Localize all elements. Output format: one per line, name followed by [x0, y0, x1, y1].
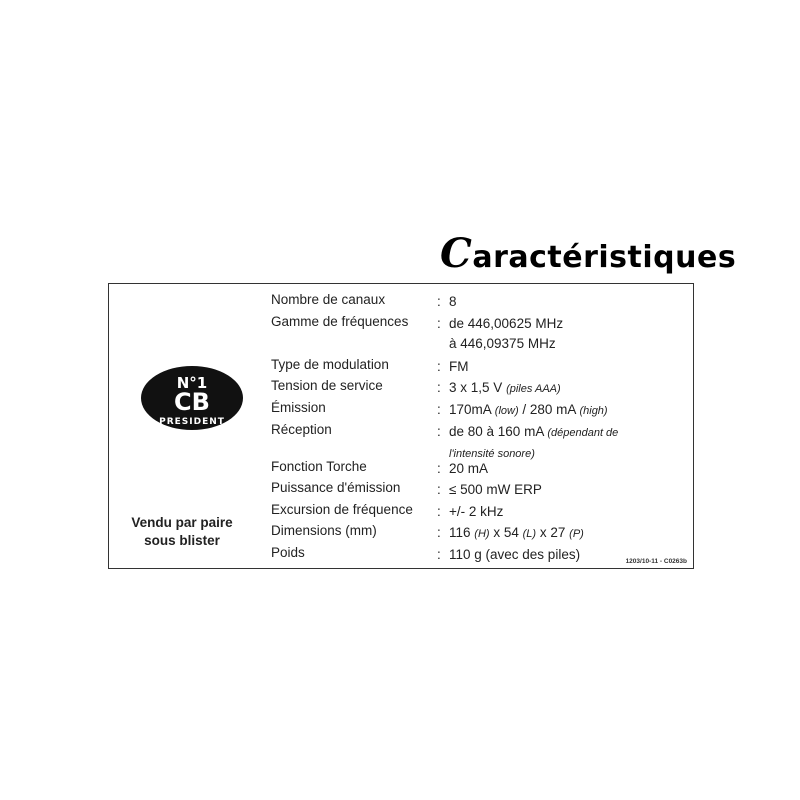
title-rest: aractéristiques — [472, 240, 737, 275]
spec-label: Émission — [271, 399, 326, 415]
spec-value: : de 446,00625 MHz à 446,09375 MHz — [437, 315, 564, 351]
spec-label: Dimensions (mm) — [271, 523, 377, 539]
spec-label: Gamme de fréquences — [271, 313, 409, 329]
spec-label: Poids — [271, 544, 305, 560]
spec-value: : 110 g (avec des piles) — [437, 546, 581, 562]
spec-label: Nombre de canaux — [271, 292, 386, 307]
spec-value: : 170mA (low) / 280 mA (high) — [437, 401, 608, 417]
title-initial: C — [440, 230, 473, 277]
logo-number: N°1 — [176, 374, 208, 392]
spec-value: : FM — [437, 358, 469, 374]
sales-note — [109, 514, 255, 550]
logo-brand: PRESIDENT — [159, 417, 225, 427]
spec-value: : de 80 à 160 mA (dépendant de l'intensité sonore) — [437, 423, 619, 460]
page-title — [440, 230, 736, 277]
spec-value: : 20 mA — [437, 460, 489, 476]
sales-note-line2: sous blister — [144, 533, 220, 548]
reference-code: 1203/10-11 - C0263b — [625, 558, 687, 565]
spec-value: : +/- 2 kHz — [437, 503, 504, 519]
spec-label: Tension de service — [271, 378, 383, 394]
spec-value: : ≤ 500 mW ERP — [437, 482, 542, 498]
spec-value: : 3 x 1,5 V (piles AAA) — [437, 380, 561, 396]
spec-label: Type de modulation — [271, 356, 389, 372]
logo-cb: CB — [174, 388, 210, 416]
spec-label: Fonction Torche — [271, 458, 367, 474]
spec-label: Réception — [271, 421, 332, 437]
spec-label: Excursion de fréquence — [271, 501, 413, 517]
spec-value: : 116 (H) x 54 (L) x 27 (P) — [437, 525, 584, 541]
spec-panel — [108, 283, 694, 569]
president-cb-logo — [139, 364, 245, 432]
spec-label: Puissance d'émission — [271, 480, 401, 496]
spec-value: : 8 — [437, 294, 457, 309]
sales-note-line1: Vendu par paire — [131, 515, 233, 530]
